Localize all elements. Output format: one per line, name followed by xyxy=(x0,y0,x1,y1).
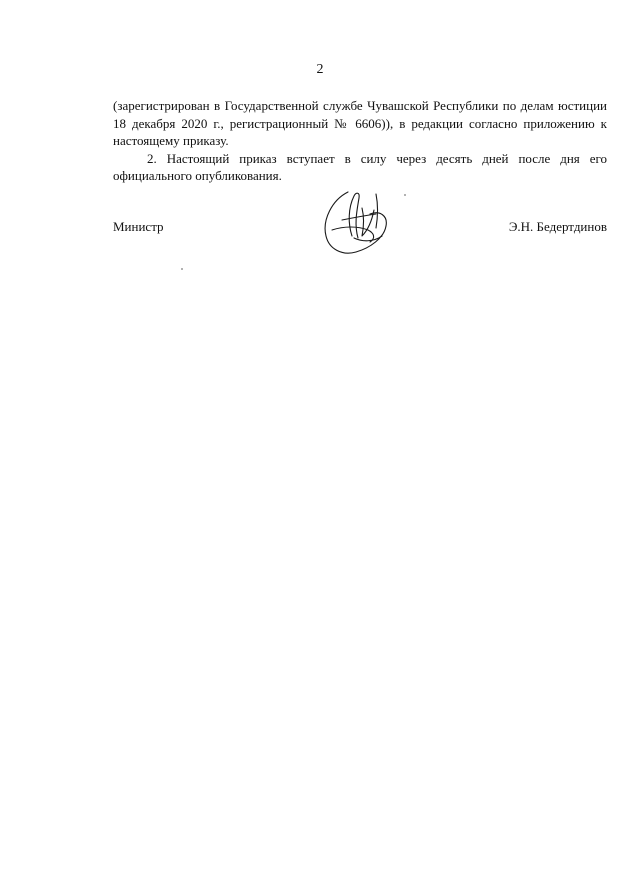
page-number: 2 xyxy=(316,62,324,77)
handwritten-signature xyxy=(318,186,396,258)
paragraph-continuation: (зарегистрирован в Государственной службе Чувашской Республики по делам юстиции 18 декабря 2020 г., регистрационный № 6606)), в редакции согласно приложению к настоящему приказу. xyxy=(113,98,607,149)
document-body xyxy=(113,97,607,185)
scan-speck xyxy=(404,194,406,196)
signatory-name: Э.Н. Бедертдинов xyxy=(508,219,607,234)
scan-speck xyxy=(181,268,183,270)
signatory-position: Министр xyxy=(113,219,164,234)
paragraph-effective-date: 2. Настоящий приказ вступает в силу через десять дней после дня его официального опубликования. xyxy=(113,150,607,184)
